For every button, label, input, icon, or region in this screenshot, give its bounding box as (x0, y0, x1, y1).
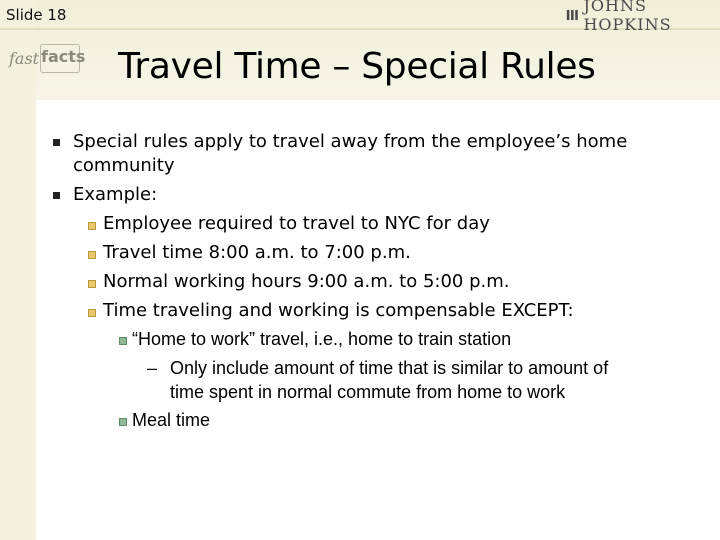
sub-bullet-icon (88, 251, 96, 259)
sub-bullet-text: Time traveling and working is compensable EXCEPT: (103, 300, 574, 321)
sub-bullet-icon (88, 222, 96, 230)
bullet-text-continued: community (73, 155, 175, 176)
sub-bullet-text: Travel time 8:00 a.m. to 7:00 p.m. (103, 242, 411, 263)
sub-sub-bullet-icon (119, 418, 127, 426)
sub-sub-bullet-text: Meal time (132, 410, 211, 430)
sub-bullet-text: Employee required to travel to NYC for day (103, 213, 490, 234)
bullet-square-icon (53, 192, 60, 199)
sub-bullet-icon (88, 280, 96, 288)
dash-bullet-text: Only include amount of time that is similar to amount of (170, 358, 609, 378)
brand-facts: facts (41, 47, 86, 66)
sub-bullet-icon (88, 309, 96, 317)
brand-fast: fast (9, 49, 40, 68)
dash-bullet-icon: – (147, 358, 158, 378)
slide-title: Travel Time – Special Rules (118, 46, 596, 87)
sub-sub-bullet-icon (119, 337, 127, 345)
dash-bullet-text-continued: time spent in normal commute from home to work (170, 382, 566, 402)
bullet-square-icon (53, 139, 60, 146)
bullet-text: Special rules apply to travel away from the employee’s home (73, 131, 628, 152)
sub-bullet-text: Normal working hours 9:00 a.m. to 5:00 p.m. (103, 271, 510, 292)
logo-text: JOHNS HOPKINS (583, 0, 672, 34)
sub-sub-bullet-text: “Home to work” travel, i.e., home to train station (132, 329, 512, 349)
slide-number: Slide 18 (6, 6, 67, 24)
bullet-text: Example: (73, 184, 158, 205)
